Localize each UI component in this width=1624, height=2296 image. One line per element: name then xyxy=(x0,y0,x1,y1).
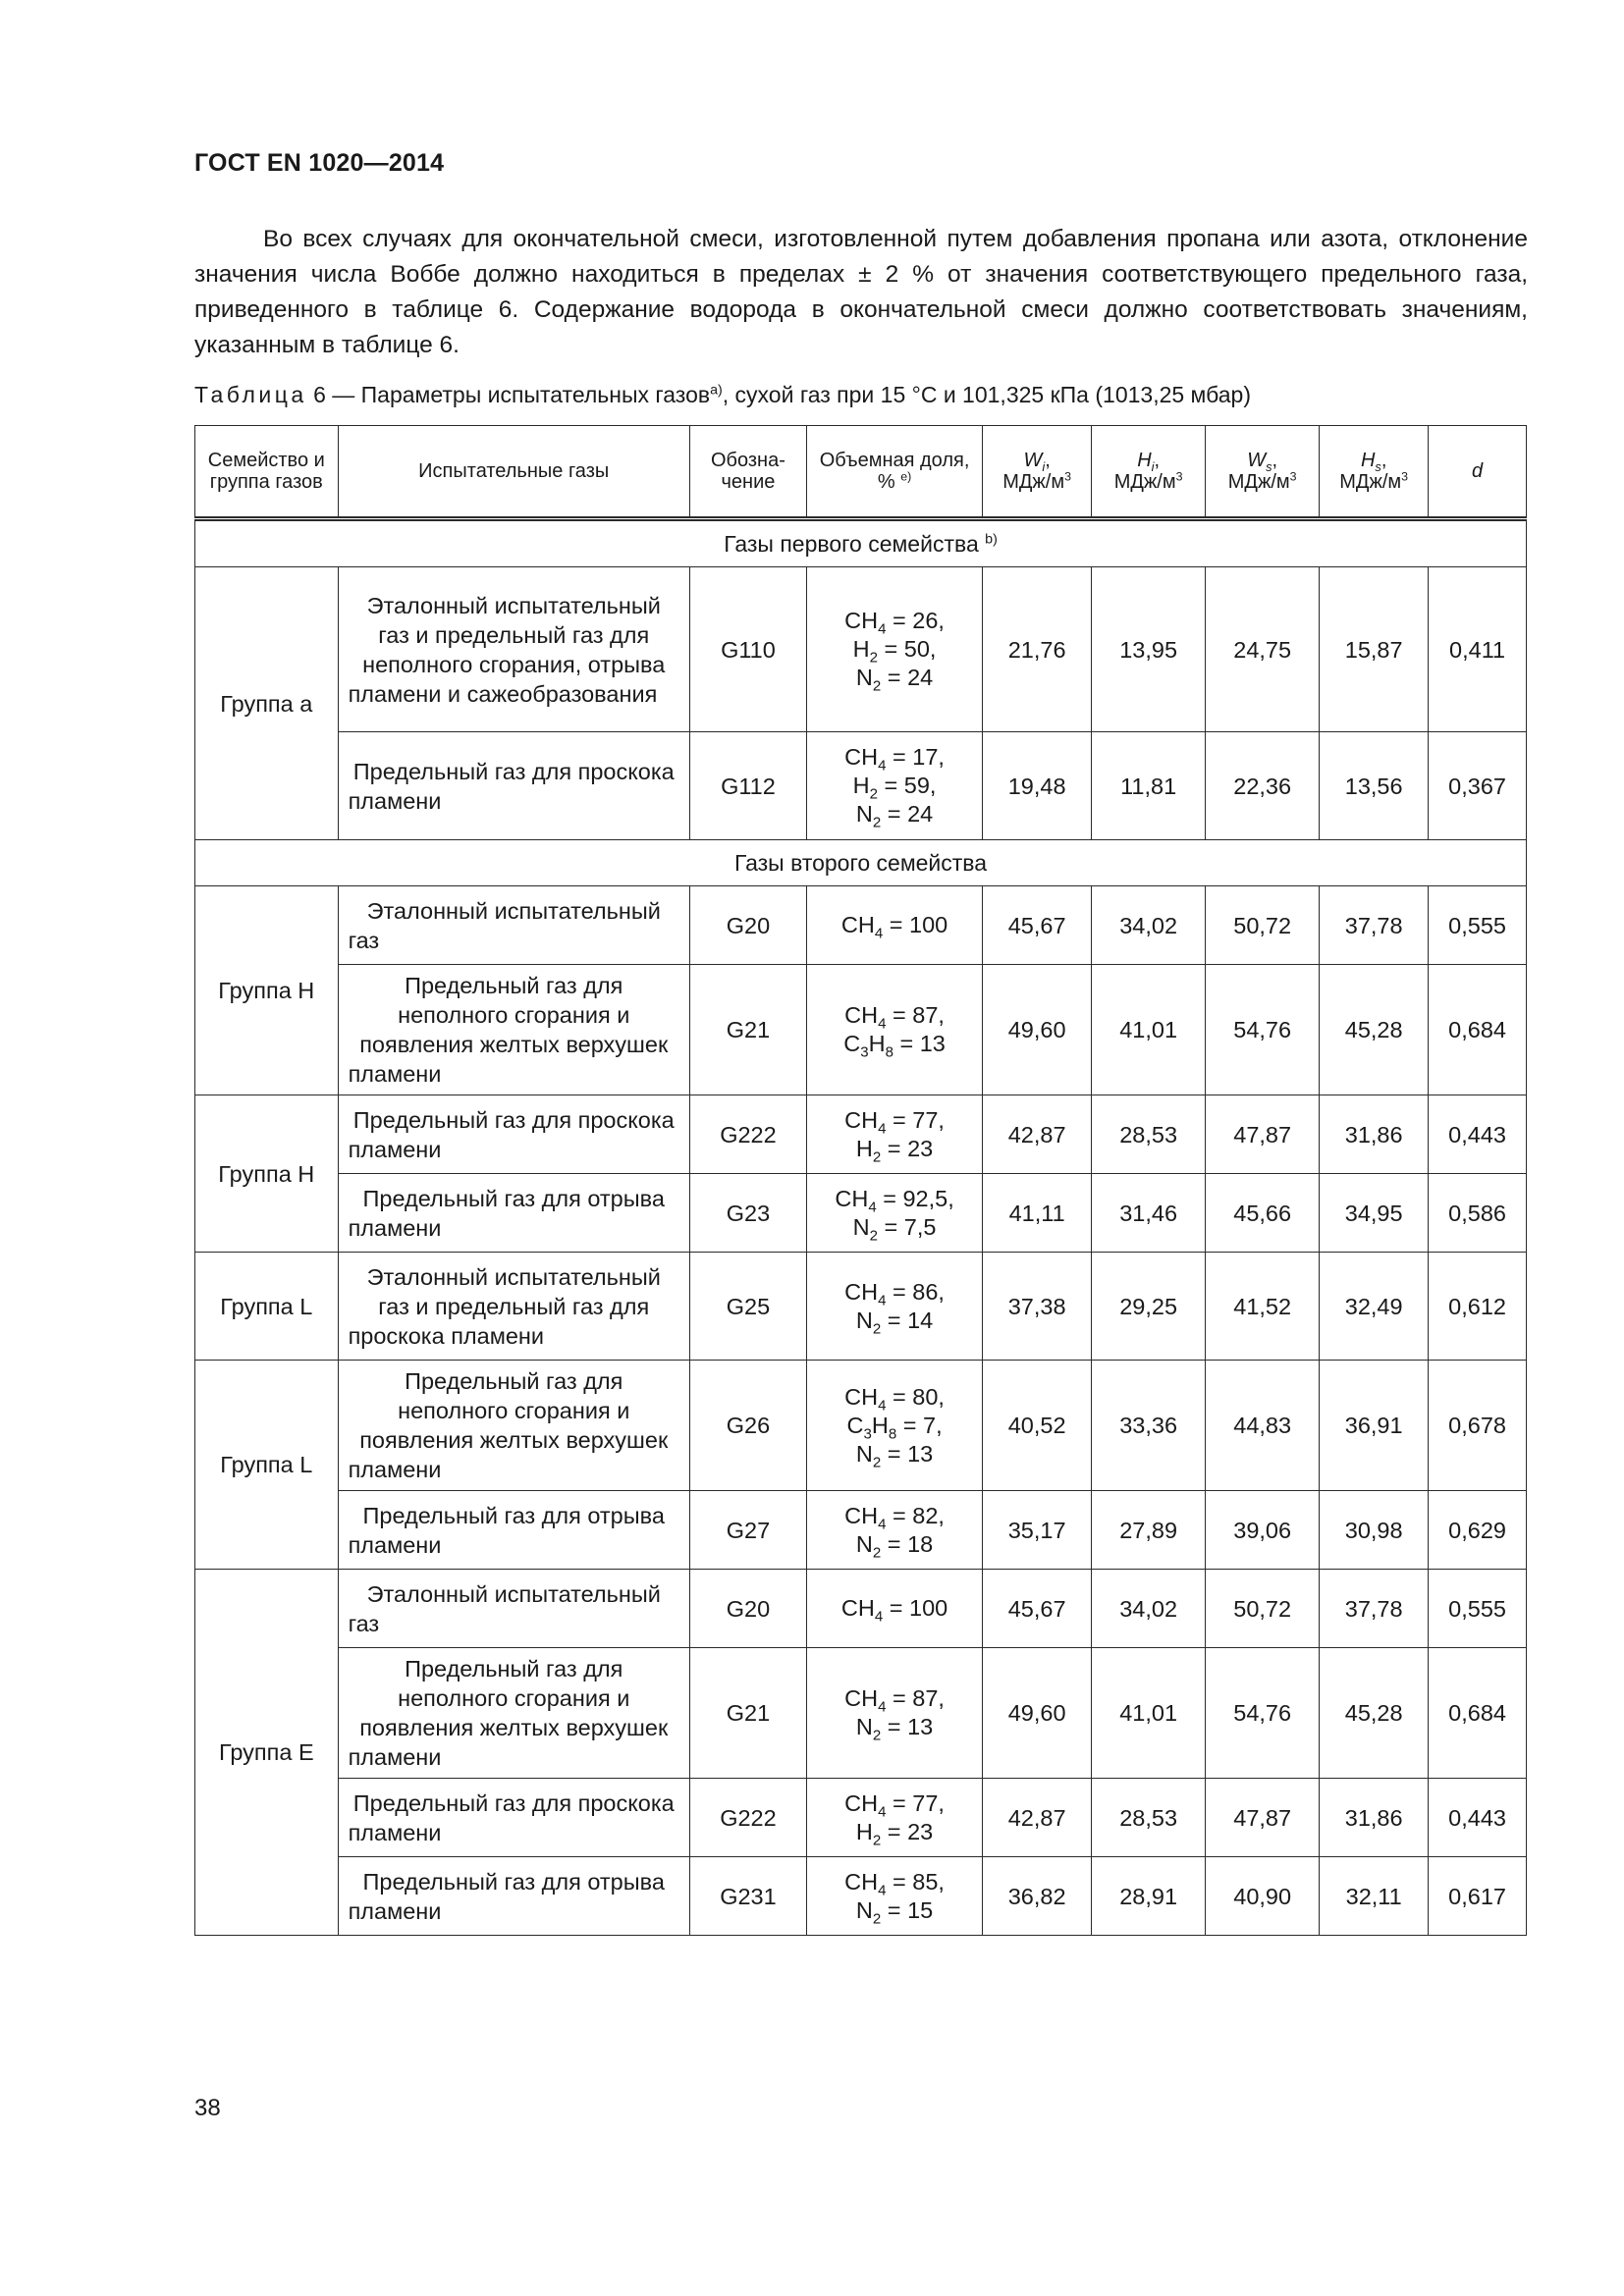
gas-description: Предельный газ для проскока пламени xyxy=(338,732,689,840)
ws-symbol: W xyxy=(1247,450,1267,471)
value-d: 0,555 xyxy=(1429,886,1527,965)
gas-composition: $CH_4 = 80$, $C_3H_8 = 7$, $N_2 = 13$ xyxy=(806,1361,982,1491)
family-second-label: Газы второго семейства xyxy=(195,840,1527,886)
gas-description: Предельный газ для проскока пламени xyxy=(338,1095,689,1174)
value-ws: 45,66 xyxy=(1206,1174,1320,1253)
gas-code: G23 xyxy=(689,1174,806,1253)
family-first-text: Газы первого семейства xyxy=(724,531,979,557)
value-wi: 35,17 xyxy=(983,1491,1092,1570)
ws-sep: , xyxy=(1272,450,1278,471)
page-number: 38 xyxy=(194,2095,221,2121)
group-cell: Группа E xyxy=(195,1570,339,1936)
value-d: 0,678 xyxy=(1429,1361,1527,1491)
value-hs: 36,91 xyxy=(1320,1361,1429,1491)
gas-description: Эталонный испытательный газ xyxy=(338,886,689,965)
gas-code: G25 xyxy=(689,1253,806,1361)
header-hi xyxy=(1092,426,1206,519)
value-wi: 21,76 xyxy=(983,567,1092,732)
value-d: 0,555 xyxy=(1429,1570,1527,1648)
table-row xyxy=(195,1174,1527,1253)
gas-composition: $CH_4 = 87$, $N_2 = 13$ xyxy=(806,1648,982,1779)
value-hi: 41,01 xyxy=(1092,1648,1206,1779)
value-hi: 13,95 xyxy=(1092,567,1206,732)
gas-composition: $CH_4 = 100$ xyxy=(806,1570,982,1648)
gas-composition: $CH_4 = 92,5$, $N_2 = 7,5$ xyxy=(806,1174,982,1253)
group-cell: Группа H xyxy=(195,886,339,1095)
header-hs xyxy=(1320,426,1429,519)
value-wi: 49,60 xyxy=(983,965,1092,1095)
family-row-second xyxy=(195,840,1527,886)
value-d: 0,684 xyxy=(1429,1648,1527,1779)
gas-description: Предельный газ для неполного сгорания и появления желтых верхушек пламени xyxy=(338,1648,689,1779)
wi-sep: , xyxy=(1045,450,1051,471)
value-hs: 37,78 xyxy=(1320,1570,1429,1648)
hs-subscript: s xyxy=(1375,459,1381,474)
table-row xyxy=(195,1779,1527,1857)
header-share-text: Объемная доля, % xyxy=(819,450,970,493)
value-hi: 34,02 xyxy=(1092,1570,1206,1648)
intro-paragraph xyxy=(194,222,1528,363)
gas-composition: $CH_4 = 26$, $H_2 = 50$, $N_2 = 24$ xyxy=(806,567,982,732)
gas-description: Эталонный испытательный газ xyxy=(338,1570,689,1648)
ws-unit-exp: 3 xyxy=(1289,469,1297,484)
gas-composition: $CH_4 = 100$ xyxy=(806,886,982,965)
value-hs: 31,86 xyxy=(1320,1095,1429,1174)
value-ws: 22,36 xyxy=(1206,732,1320,840)
gas-composition: $CH_4 = 77$, $H_2 = 23$ xyxy=(806,1779,982,1857)
value-ws: 39,06 xyxy=(1206,1491,1320,1570)
wi-unit: МДж/м xyxy=(1002,471,1065,493)
value-d: 0,443 xyxy=(1429,1779,1527,1857)
value-hs: 45,28 xyxy=(1320,1648,1429,1779)
gas-code: G21 xyxy=(689,965,806,1095)
value-hi: 33,36 xyxy=(1092,1361,1206,1491)
header-share-note: е) xyxy=(900,469,912,484)
value-ws: 50,72 xyxy=(1206,1570,1320,1648)
value-hs: 13,56 xyxy=(1320,732,1429,840)
caption-note-mark: a) xyxy=(710,382,723,399)
value-hi: 27,89 xyxy=(1092,1491,1206,1570)
value-hs: 45,28 xyxy=(1320,965,1429,1095)
value-hi: 41,01 xyxy=(1092,965,1206,1095)
value-wi: 41,11 xyxy=(983,1174,1092,1253)
table-row xyxy=(195,1095,1527,1174)
value-hi: 31,46 xyxy=(1092,1174,1206,1253)
value-hs: 32,49 xyxy=(1320,1253,1429,1361)
value-hs: 30,98 xyxy=(1320,1491,1429,1570)
value-hs: 32,11 xyxy=(1320,1857,1429,1936)
value-wi: 42,87 xyxy=(983,1095,1092,1174)
hi-subscript: i xyxy=(1151,459,1155,474)
gas-code: G20 xyxy=(689,886,806,965)
value-d: 0,684 xyxy=(1429,965,1527,1095)
ws-unit: МДж/м xyxy=(1227,471,1290,493)
group-cell: Группа L xyxy=(195,1253,339,1361)
hs-unit-exp: 3 xyxy=(1401,469,1409,484)
value-d: 0,367 xyxy=(1429,732,1527,840)
value-ws: 47,87 xyxy=(1206,1779,1320,1857)
value-hi: 28,91 xyxy=(1092,1857,1206,1936)
header-code: Обозна-чение xyxy=(689,426,806,519)
gas-description: Предельный газ для отрыва пламени xyxy=(338,1174,689,1253)
value-ws: 40,90 xyxy=(1206,1857,1320,1936)
hs-symbol: H xyxy=(1360,450,1376,471)
value-d: 0,629 xyxy=(1429,1491,1527,1570)
value-hi: 28,53 xyxy=(1092,1095,1206,1174)
value-ws: 54,76 xyxy=(1206,965,1320,1095)
hi-unit: МДж/м xyxy=(1113,471,1176,493)
header-d xyxy=(1429,426,1527,519)
group-cell: Группа L xyxy=(195,1361,339,1570)
gas-code: G222 xyxy=(689,1095,806,1174)
wi-symbol: W xyxy=(1023,450,1043,471)
table-row xyxy=(195,1491,1527,1570)
value-wi: 36,82 xyxy=(983,1857,1092,1936)
table-row xyxy=(195,886,1527,965)
value-d: 0,617 xyxy=(1429,1857,1527,1936)
value-d: 0,411 xyxy=(1429,567,1527,732)
ws-subscript: s xyxy=(1266,459,1272,474)
wi-subscript: i xyxy=(1042,459,1046,474)
table-row xyxy=(195,1253,1527,1361)
wi-unit-exp: 3 xyxy=(1064,469,1072,484)
value-hs: 34,95 xyxy=(1320,1174,1429,1253)
caption-title: 6 — Параметры испытательных газов xyxy=(306,382,711,407)
value-wi: 49,60 xyxy=(983,1648,1092,1779)
gas-description: Предельный газ для отрыва пламени xyxy=(338,1857,689,1936)
hi-sep: , xyxy=(1154,450,1161,471)
value-d: 0,612 xyxy=(1429,1253,1527,1361)
family-row-first xyxy=(195,519,1527,567)
family-first-label xyxy=(195,519,1527,567)
d-symbol: d xyxy=(1472,460,1484,482)
gas-description: Предельный газ для неполного сгорания и появления желтых верхушек пламени xyxy=(338,1361,689,1491)
gas-code: G110 xyxy=(689,567,806,732)
gas-composition: $CH_4 = 82$, $N_2 = 18$ xyxy=(806,1491,982,1570)
header-wi xyxy=(983,426,1092,519)
value-hi: 11,81 xyxy=(1092,732,1206,840)
table-row xyxy=(195,567,1527,732)
gas-code: G222 xyxy=(689,1779,806,1857)
gas-code: G231 xyxy=(689,1857,806,1936)
gas-code: G20 xyxy=(689,1570,806,1648)
header-ws xyxy=(1206,426,1320,519)
document-code: ГОСТ EN 1020—2014 xyxy=(194,149,445,177)
hi-unit-exp: 3 xyxy=(1175,469,1183,484)
gas-composition: $CH_4 = 87$, $C_3H_8 = 13$ xyxy=(806,965,982,1095)
value-hi: 34,02 xyxy=(1092,886,1206,965)
gas-code: G112 xyxy=(689,732,806,840)
caption-rest: , сухой газ при 15 °С и 101,325 кПа (1013,25 мбар) xyxy=(722,382,1251,407)
group-cell: Группа H xyxy=(195,1095,339,1253)
table-caption xyxy=(194,380,1251,409)
value-d: 0,443 xyxy=(1429,1095,1527,1174)
table-row xyxy=(195,1361,1527,1491)
gas-composition: $CH_4 = 86$, $N_2 = 14$ xyxy=(806,1253,982,1361)
value-wi: 45,67 xyxy=(983,1570,1092,1648)
value-wi: 45,67 xyxy=(983,886,1092,965)
value-wi: 19,48 xyxy=(983,732,1092,840)
gas-code: G21 xyxy=(689,1648,806,1779)
hi-symbol: H xyxy=(1137,450,1152,471)
value-ws: 54,76 xyxy=(1206,1648,1320,1779)
gas-composition: $CH_4 = 17$, $H_2 = 59$, $N_2 = 24$ xyxy=(806,732,982,840)
gas-composition: $CH_4 = 85$, $N_2 = 15$ xyxy=(806,1857,982,1936)
value-wi: 37,38 xyxy=(983,1253,1092,1361)
value-ws: 24,75 xyxy=(1206,567,1320,732)
header-family: Семейство и группа газов xyxy=(195,426,339,519)
table-row xyxy=(195,1648,1527,1779)
table-row xyxy=(195,965,1527,1095)
gas-description: Предельный газ для отрыва пламени xyxy=(338,1491,689,1570)
gas-description: Эталонный испытательный газ и предельный газ для неполного сгорания, отрыва пламени и сажеобразования xyxy=(338,567,689,732)
value-wi: 42,87 xyxy=(983,1779,1092,1857)
table-row xyxy=(195,732,1527,840)
gas-code: G26 xyxy=(689,1361,806,1491)
value-hs: 37,78 xyxy=(1320,886,1429,965)
group-cell: Группа а xyxy=(195,567,339,840)
test-gases-table xyxy=(194,425,1527,1936)
hs-unit: МДж/м xyxy=(1339,471,1402,493)
gas-code: G27 xyxy=(689,1491,806,1570)
value-wi: 40,52 xyxy=(983,1361,1092,1491)
value-d: 0,586 xyxy=(1429,1174,1527,1253)
value-hs: 15,87 xyxy=(1320,567,1429,732)
gas-composition: $CH_4 = 77$, $H_2 = 23$ xyxy=(806,1095,982,1174)
table-row xyxy=(195,1570,1527,1648)
value-hi: 29,25 xyxy=(1092,1253,1206,1361)
caption-label: Таблица xyxy=(194,382,307,407)
gas-description: Предельный газ для проскока пламени xyxy=(338,1779,689,1857)
value-ws: 41,52 xyxy=(1206,1253,1320,1361)
table-header-row xyxy=(195,426,1527,519)
gas-description: Эталонный испытательный газ и предельный газ для проскока пламени xyxy=(338,1253,689,1361)
value-ws: 50,72 xyxy=(1206,886,1320,965)
gas-description: Предельный газ для неполного сгорания и появления желтых верхушек пламени xyxy=(338,965,689,1095)
hs-sep: , xyxy=(1380,450,1387,471)
value-ws: 44,83 xyxy=(1206,1361,1320,1491)
value-hs: 31,86 xyxy=(1320,1779,1429,1857)
intro-text: Во всех случаях для окончательной смеси, изготовленной путем добавления пропана или азота, отклонение значения числа Воббе должно находиться в пределах ± 2 % от значения соответствующего предельного газа, приведенного в таблице 6. Содержание водорода в окончательной смеси должно соответствовать значениям, указанным в таблице 6. xyxy=(194,226,1528,358)
header-share xyxy=(806,426,982,519)
family-first-note: b) xyxy=(985,531,998,548)
value-ws: 47,87 xyxy=(1206,1095,1320,1174)
header-gases: Испытательные газы xyxy=(338,426,689,519)
table-row xyxy=(195,1857,1527,1936)
value-hi: 28,53 xyxy=(1092,1779,1206,1857)
